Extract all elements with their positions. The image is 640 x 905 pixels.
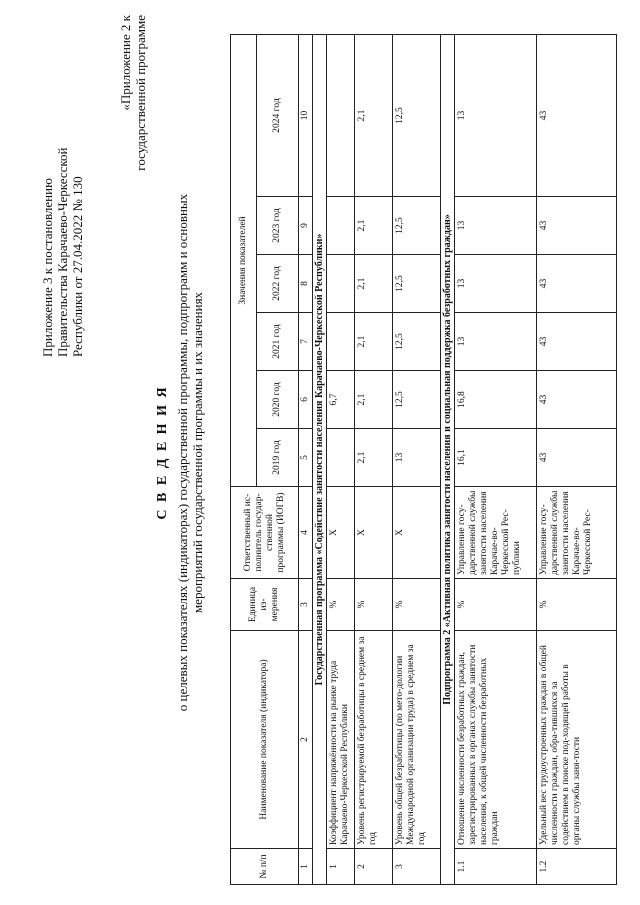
unit-cell: % bbox=[537, 579, 617, 631]
indicator-name: Уровень общей безработицы (по мето-дологии Международной организации труда) в среднем за год bbox=[393, 631, 441, 849]
year-header: 2020 год bbox=[257, 371, 299, 429]
value-cell: 13 bbox=[455, 197, 537, 255]
unit-cell: % bbox=[393, 579, 441, 631]
responsible-cell: Управление госу-дарственной службы занятости населения Карачае-во-Черкесской Рес- bbox=[537, 487, 617, 579]
value-cell: 43 bbox=[537, 429, 617, 487]
row-number: 1 bbox=[327, 849, 355, 885]
doc-subtitle bbox=[175, 0, 205, 905]
value-cell: 43 bbox=[537, 313, 617, 371]
value-cell: 13 bbox=[455, 35, 537, 197]
indicator-name: Отношение численности безработных граждан, зарегистрированных в органах службы занятости населения, к общей численности безработных граждан bbox=[455, 631, 537, 849]
value-cell: 2,1 bbox=[355, 255, 393, 313]
value-cell: 6,7 bbox=[327, 371, 355, 429]
col-header-name: Наименование показателя (индикатора) bbox=[231, 631, 299, 849]
col-header-unit: Единица из-мерения bbox=[231, 579, 299, 631]
value-cell: 43 bbox=[537, 35, 617, 197]
value-cell: 12,5 bbox=[393, 35, 441, 197]
col-header-no: № п/п bbox=[231, 849, 299, 885]
value-cell: 2,1 bbox=[355, 429, 393, 487]
appendix2-block bbox=[118, 15, 148, 215]
value-cell: 16,8 bbox=[455, 371, 537, 429]
col-num: 6 bbox=[299, 371, 313, 429]
table-row bbox=[355, 35, 393, 885]
col-num: 9 bbox=[299, 197, 313, 255]
value-cell: 2,1 bbox=[355, 313, 393, 371]
appendix-block bbox=[40, 17, 85, 357]
value-cell bbox=[327, 429, 355, 487]
year-header: 2022 год bbox=[257, 255, 299, 313]
responsible-cell: Х bbox=[393, 487, 441, 579]
row-number: 1.1 bbox=[455, 849, 537, 885]
value-cell bbox=[327, 35, 355, 197]
col-num: 10 bbox=[299, 35, 313, 197]
unit-cell: % bbox=[327, 579, 355, 631]
table-row bbox=[393, 35, 441, 885]
unit-cell: % bbox=[355, 579, 393, 631]
col-header-values: Значения показателей bbox=[231, 35, 257, 487]
col-num: 1 bbox=[299, 849, 313, 885]
indicator-name: Уровень регистрируемой безработицы в среднем за год bbox=[355, 631, 393, 849]
row-number: 3 bbox=[393, 849, 441, 885]
section-row bbox=[441, 35, 455, 885]
row-number: 2 bbox=[355, 849, 393, 885]
row-number: 1.2 bbox=[537, 849, 617, 885]
value-cell: 12,5 bbox=[393, 371, 441, 429]
appendix-line: Правительства Карачаево-Черкесской bbox=[55, 147, 70, 357]
value-cell bbox=[327, 197, 355, 255]
value-cell bbox=[327, 313, 355, 371]
table-row bbox=[455, 35, 537, 885]
col-num: 4 bbox=[299, 487, 313, 579]
indicators-table bbox=[230, 34, 617, 885]
col-num: 5 bbox=[299, 429, 313, 487]
appendix-line: «Приложение 2 к bbox=[118, 15, 133, 111]
value-cell: 43 bbox=[537, 197, 617, 255]
value-cell: 43 bbox=[537, 255, 617, 313]
subtitle-line: о целевых показателях (индикаторах) государственной программы, подпрограмм и основных bbox=[175, 193, 190, 712]
appendix-line: Республики от 27.04.2022 № 130 bbox=[70, 176, 85, 357]
table-row bbox=[327, 35, 355, 885]
year-header: 2024 год bbox=[257, 35, 299, 197]
responsible-cell: Управление госу-дарственной службы занятости населения Карачае-во-Черкесской Рес-публики bbox=[455, 487, 537, 579]
col-header-responsible: Ответственный ис-полнитель государ-ственной программы (ИОГВ) bbox=[231, 487, 299, 579]
value-cell: 13 bbox=[455, 255, 537, 313]
year-header: 2021 год bbox=[257, 313, 299, 371]
doc-title: С В Е Д Е Н И Я bbox=[155, 385, 170, 520]
appendix-line: государственной программе bbox=[133, 15, 148, 171]
value-cell: 16,1 bbox=[455, 429, 537, 487]
column-numbers-row bbox=[299, 35, 313, 885]
value-cell: 13 bbox=[393, 429, 441, 487]
responsible-cell: Х bbox=[327, 487, 355, 579]
value-cell: 12,5 bbox=[393, 255, 441, 313]
value-cell bbox=[327, 255, 355, 313]
indicator-name: Коэффициент напряжённости на рынке труда Карачаево-Черкесской Республики bbox=[327, 631, 355, 849]
subtitle-line: мероприятий государственной программы и их значениях bbox=[190, 291, 205, 614]
value-cell: 2,1 bbox=[355, 197, 393, 255]
section-title: Подпрограмма 2 «Активная политика занятости населения и социальная поддержка безработных граждан» bbox=[441, 35, 455, 885]
value-cell: 13 bbox=[455, 313, 537, 371]
value-cell: 2,1 bbox=[355, 371, 393, 429]
section-title: Государственная программа «Содействие занятости населения Карачаево-Черкесской Республики» bbox=[313, 35, 327, 885]
col-num: 3 bbox=[299, 579, 313, 631]
responsible-cell: Х bbox=[355, 487, 393, 579]
value-cell: 2,1 bbox=[355, 35, 393, 197]
year-header: 2023 год bbox=[257, 197, 299, 255]
col-num: 2 bbox=[299, 631, 313, 849]
value-cell: 12,5 bbox=[393, 197, 441, 255]
value-cell: 43 bbox=[537, 371, 617, 429]
appendix-line: Приложение 3 к постановлению bbox=[40, 178, 55, 357]
col-num: 7 bbox=[299, 313, 313, 371]
col-num: 8 bbox=[299, 255, 313, 313]
indicator-name: Удельный вес трудоустроенных граждан в общей численности граждан, обра-тившихся за содействием в поиске под-ходящей работы в органы службы заня-тости bbox=[537, 631, 617, 849]
table-row bbox=[537, 35, 617, 885]
section-row bbox=[313, 35, 327, 885]
value-cell: 12,5 bbox=[393, 313, 441, 371]
year-header: 2019 год bbox=[257, 429, 299, 487]
unit-cell: % bbox=[455, 579, 537, 631]
